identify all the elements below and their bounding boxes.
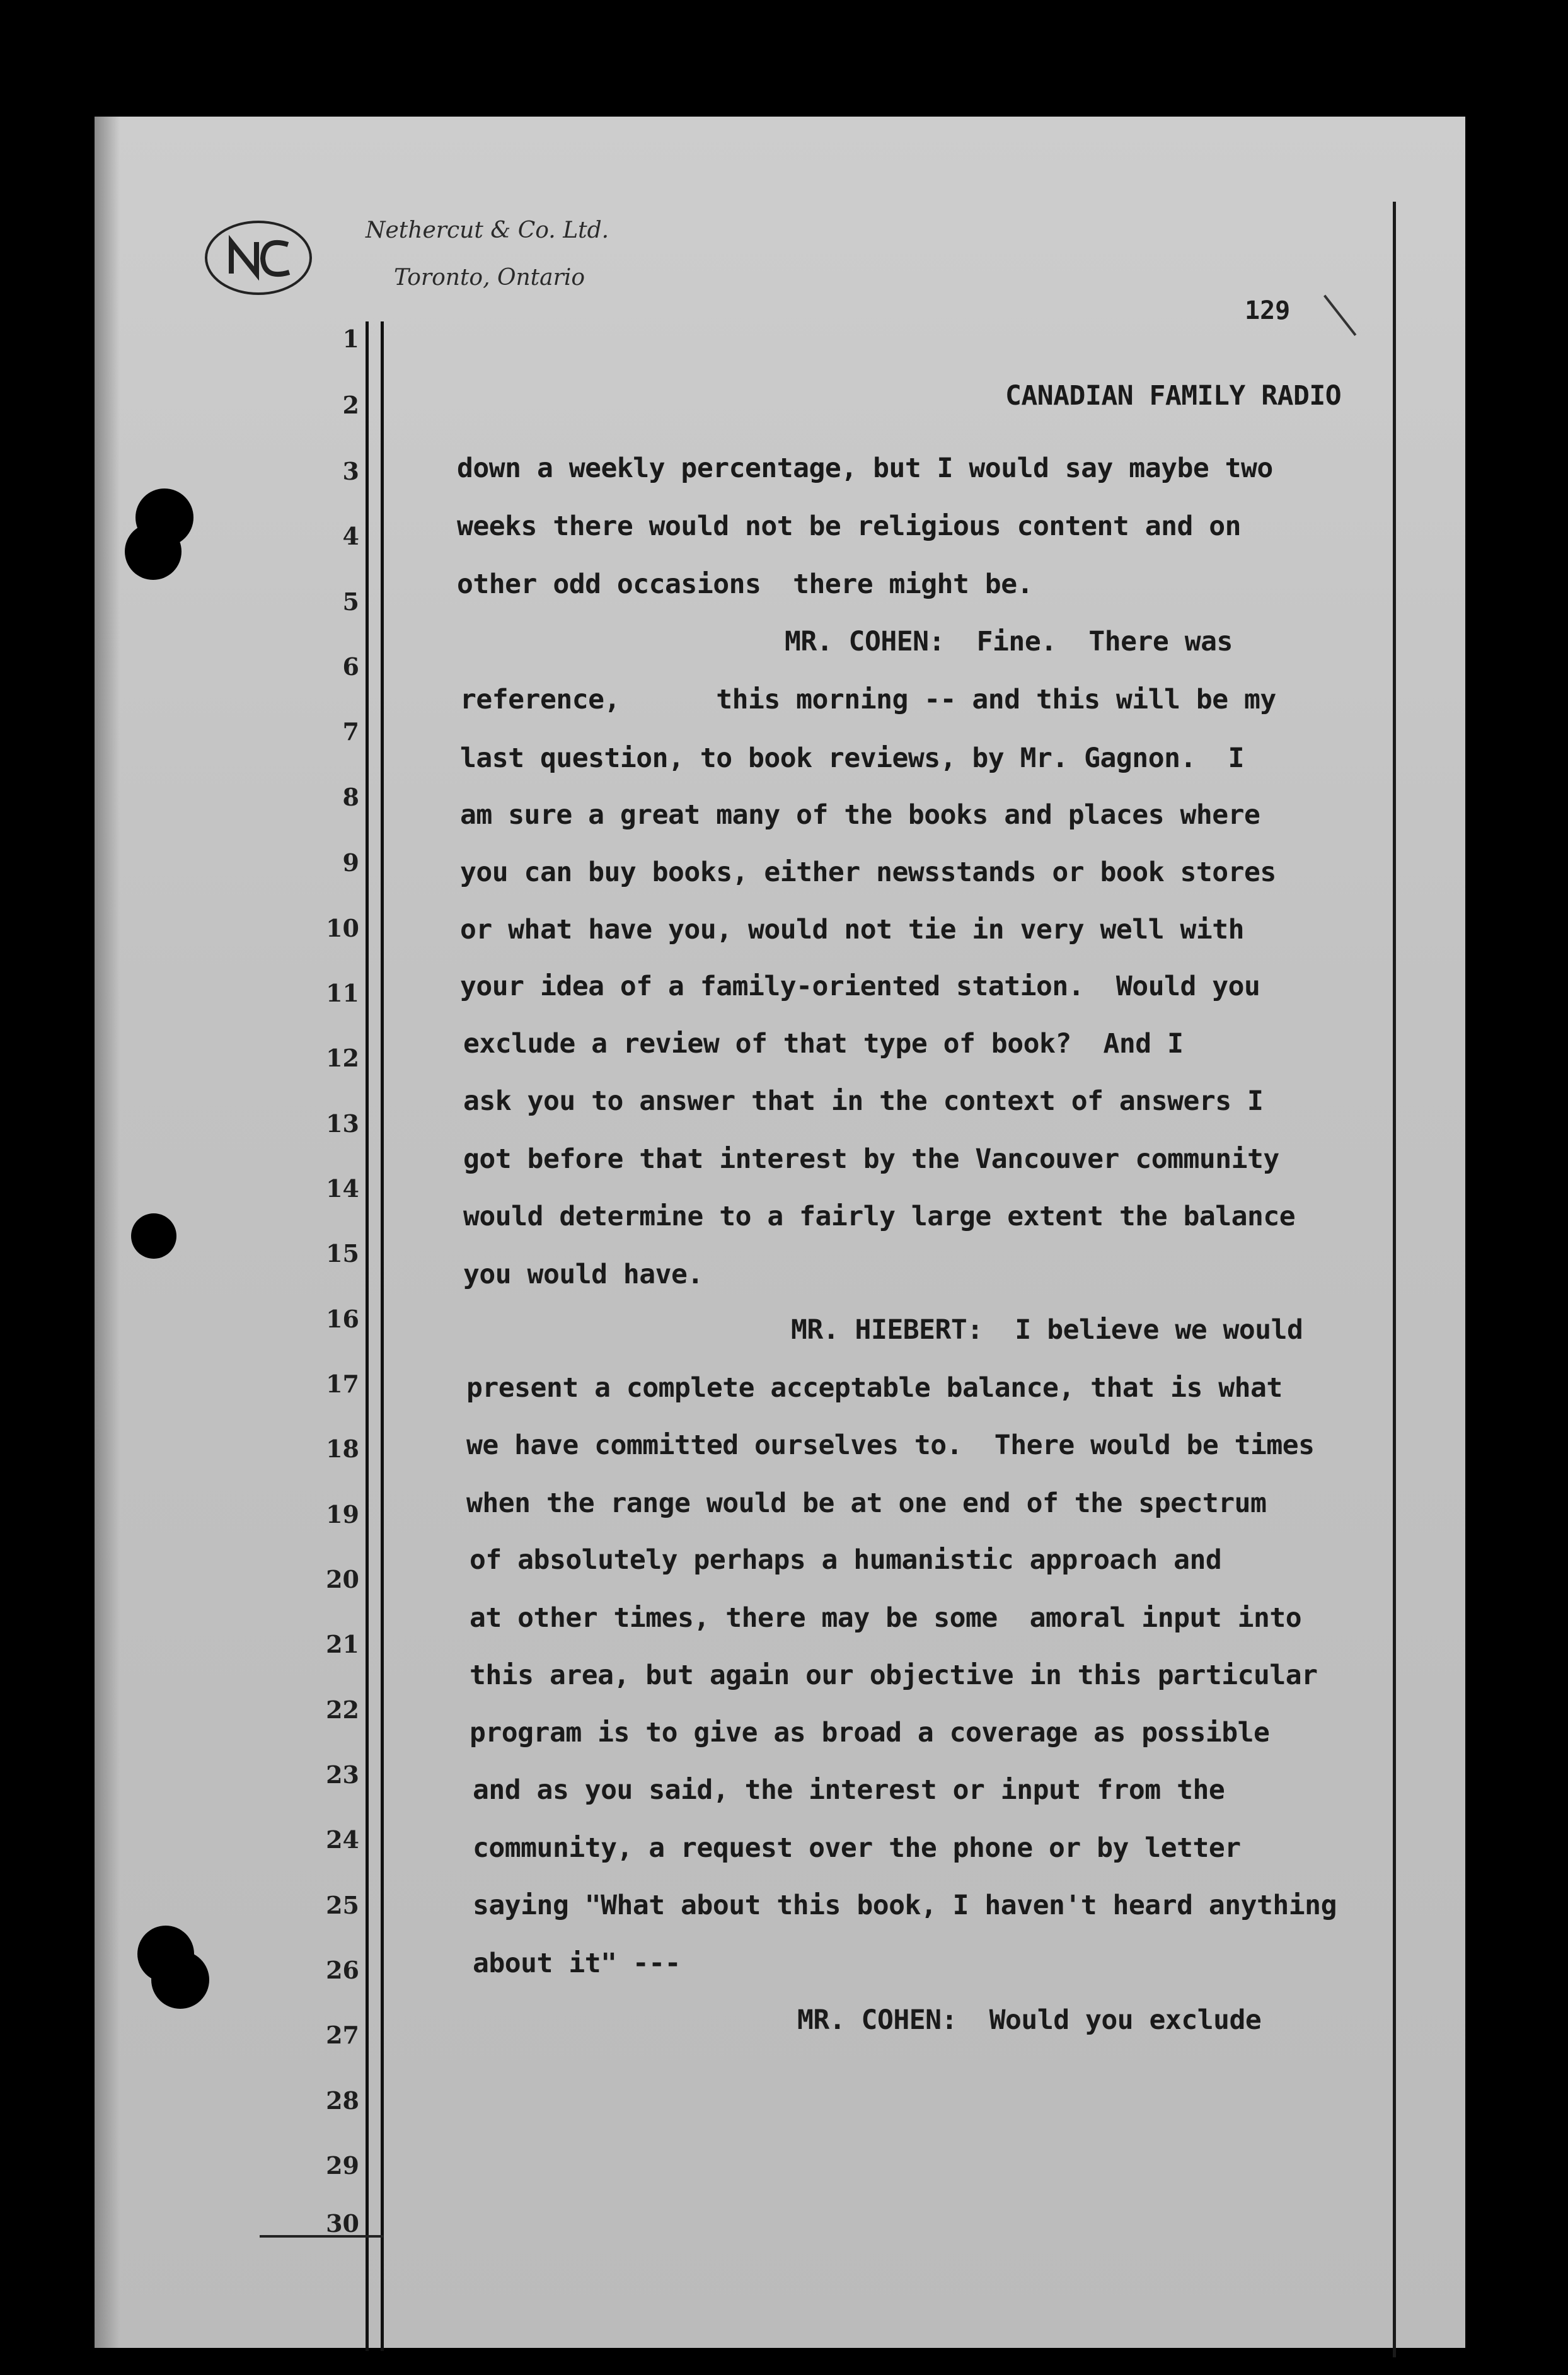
- line-number: 26: [326, 1956, 359, 1984]
- page-edge-shadow: [95, 117, 120, 2348]
- line-number: 22: [326, 1696, 359, 1724]
- line-number: 20: [326, 1565, 359, 1593]
- transcript-line: am sure a great many of the books and places where: [460, 799, 1260, 831]
- transcript-line: about it" ---: [473, 1948, 681, 1979]
- transcript-line: last question, to book reviews, by Mr. Gagnon. I: [460, 743, 1245, 774]
- punch-hole: [151, 1951, 209, 2009]
- transcript-line: present a complete acceptable balance, that is what: [466, 1372, 1283, 1404]
- line-number: 10: [326, 914, 359, 942]
- transcript-line: exclude a review of that type of book? And I: [463, 1028, 1184, 1060]
- transcript-line: got before that interest by the Vancouver community: [463, 1143, 1279, 1175]
- line-number: 6: [342, 652, 359, 681]
- line-number: 5: [342, 587, 359, 616]
- line-number: 19: [326, 1500, 359, 1528]
- transcript-line: community, a request over the phone or by letter: [473, 1832, 1241, 1864]
- punch-hole: [125, 523, 182, 580]
- firm-name: Nethercut & Co. Ltd.: [366, 217, 609, 243]
- line-number: 18: [326, 1435, 359, 1463]
- transcript-line: reference, this morning -- and this will be my: [460, 684, 1276, 715]
- line-number: 28: [326, 2086, 359, 2115]
- transcript-line: weeks there would not be religious content and on: [457, 511, 1242, 542]
- line-number: 25: [326, 1891, 359, 1919]
- line-number: 3: [342, 457, 359, 485]
- line-number: 30: [326, 2209, 359, 2238]
- line-number: 7: [342, 717, 359, 746]
- transcript-line: your idea of a family-oriented station. Would you: [460, 971, 1260, 1002]
- transcript-line: this area, but again our objective in this particular: [470, 1660, 1318, 1691]
- right-margin-rule: [1393, 202, 1396, 2357]
- line-number: 11: [326, 979, 359, 1007]
- line-number: 9: [342, 848, 359, 877]
- transcript-line: of absolutely perhaps a humanistic approach and: [470, 1544, 1222, 1576]
- transcript-line: other odd occasions there might be.: [457, 569, 1033, 600]
- line-number: 21: [326, 1630, 359, 1658]
- line-number: 8: [342, 783, 359, 811]
- speaker-line: MR. COHEN: Would you exclude: [797, 2004, 1262, 2036]
- line-number: 23: [326, 1760, 359, 1789]
- speaker-line: MR. COHEN: Fine. There was: [785, 626, 1233, 657]
- page-number: 129: [1245, 296, 1291, 325]
- transcript-line: when the range would be at one end of the spectrum: [466, 1488, 1267, 1519]
- line-number: 29: [326, 2151, 359, 2180]
- firm-city: Toronto, Ontario: [394, 265, 585, 291]
- transcript-line: and as you said, the interest or input from the: [473, 1774, 1225, 1806]
- section-heading: CANADIAN FAMILY RADIO: [1005, 380, 1342, 412]
- line-number: 14: [326, 1174, 359, 1203]
- transcript-line: program is to give as broad a coverage as possible: [470, 1717, 1270, 1748]
- line-number: 12: [326, 1044, 359, 1072]
- punch-hole: [131, 1213, 176, 1259]
- nc-logo: [205, 221, 312, 295]
- transcript-line: at other times, there may be some amoral input into: [470, 1602, 1302, 1634]
- line-number: 15: [326, 1239, 359, 1268]
- transcript-line: ask you to answer that in the context of answers I: [463, 1085, 1264, 1117]
- transcript-line: we have committed ourselves to. There would be times: [466, 1430, 1315, 1461]
- transcript-line: you would have.: [463, 1259, 703, 1290]
- left-margin-rule-inner: [381, 321, 384, 2351]
- left-margin-rule: [366, 321, 369, 2351]
- line-number: 4: [342, 522, 359, 550]
- transcript-line: you can buy books, either newsstands or book stores: [460, 857, 1276, 888]
- transcript-line: down a weekly percentage, but I would say maybe two: [457, 453, 1273, 484]
- line-number: 16: [326, 1305, 359, 1333]
- transcript-line: saying "What about this book, I haven't heard anything: [473, 1890, 1337, 1921]
- line-number: 2: [342, 391, 359, 419]
- transcript-line: or what have you, would not tie in very well with: [460, 914, 1245, 945]
- line-number: 27: [326, 2021, 359, 2049]
- transcript-line: would determine to a fairly large extent the balance: [463, 1201, 1296, 1232]
- speaker-line: MR. HIEBERT: I believe we would: [791, 1314, 1303, 1346]
- line-number: 13: [326, 1109, 359, 1138]
- line-number: 1: [342, 325, 359, 353]
- line-number: 17: [326, 1370, 359, 1398]
- line-number: 24: [326, 1825, 359, 1854]
